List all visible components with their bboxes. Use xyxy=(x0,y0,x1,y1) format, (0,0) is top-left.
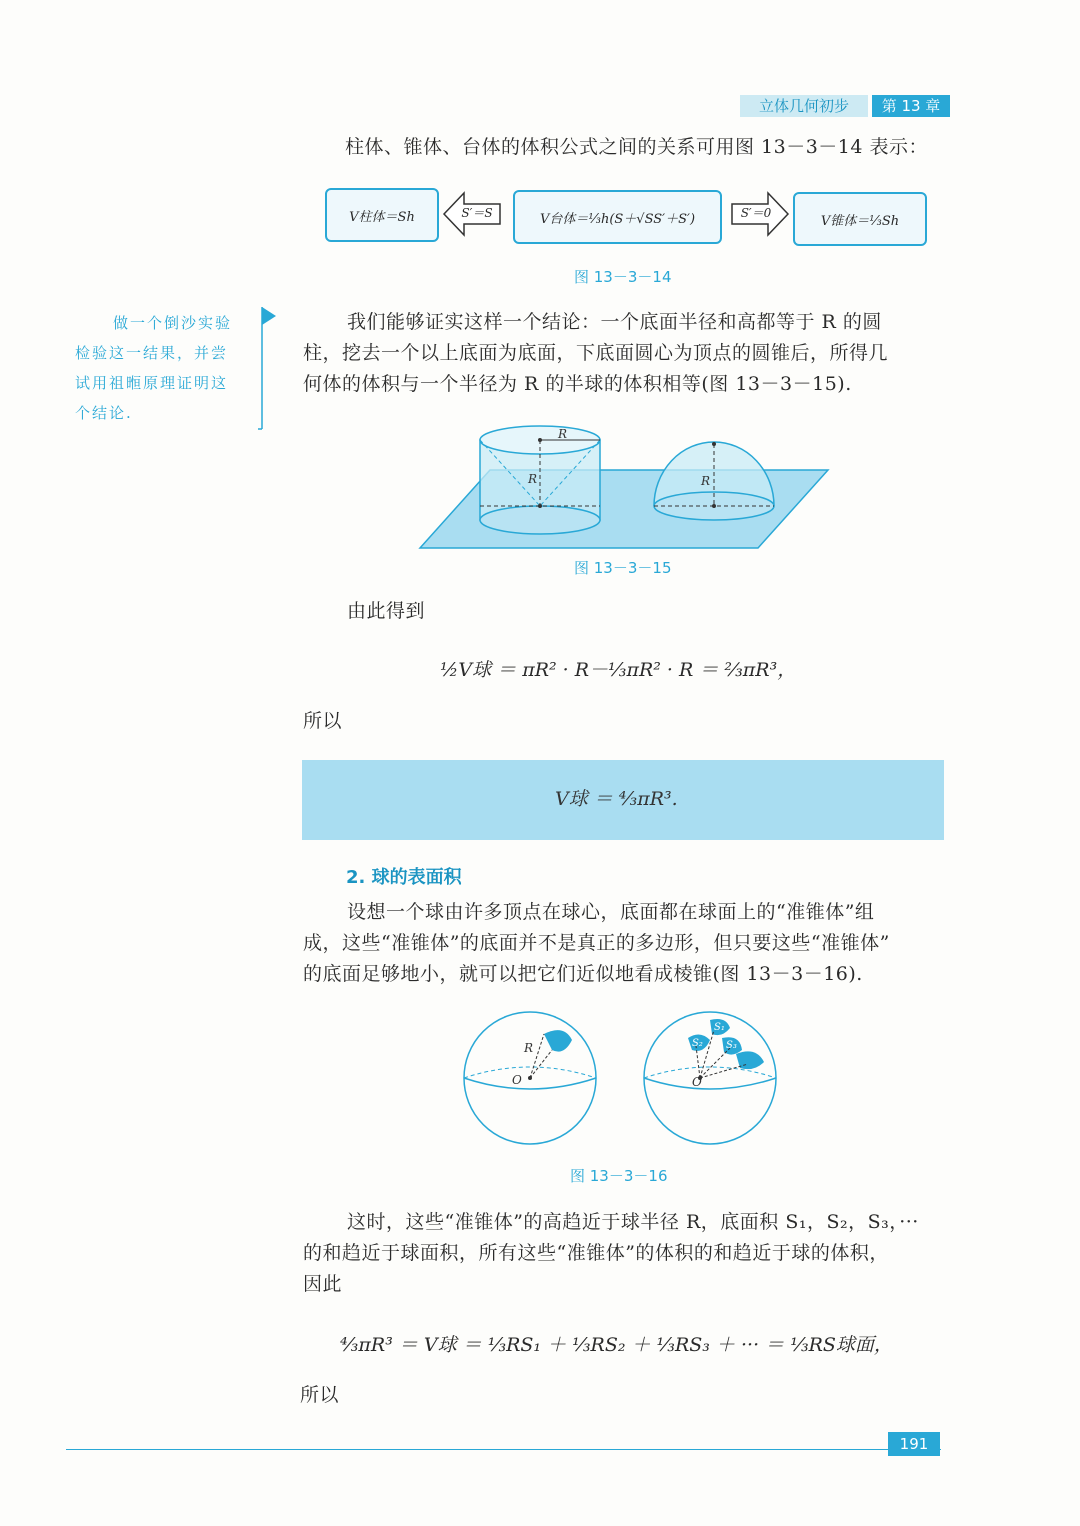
paragraph-line: 这时，这些“准锥体”的高趋近于球半径 R，底面积 S₁，S₂，S₃，··· xyxy=(347,1211,919,1233)
paragraph-line: 设想一个球由许多顶点在球心，底面都在球面上的“准锥体”组 xyxy=(347,901,875,923)
side-note xyxy=(75,308,257,428)
figure-spheres xyxy=(460,1010,780,1150)
paragraph-2 xyxy=(303,897,963,990)
paragraph-line: 因此 xyxy=(303,1273,343,1295)
paragraph-3 xyxy=(303,1207,963,1300)
label-r: R xyxy=(524,1041,534,1055)
formula-box-prism: V柱体＝Sh xyxy=(325,188,439,242)
page-number: 191 xyxy=(888,1432,940,1456)
text-suoyi-2: 所以 xyxy=(300,1384,340,1406)
formula-box-frustum: V台体＝⅓h(S＋√SS′＋S′) xyxy=(513,190,722,244)
formula-sphere-volume: V球 ＝ ⁴⁄₃πR³. xyxy=(555,788,678,810)
figure-caption-14: 图 13－3－14 xyxy=(574,268,672,286)
formula-box-cone: V锥体＝⅓Sh xyxy=(793,192,927,246)
intro-text: 柱体、锥体、台体的体积公式之间的关系可用图 13－3－14 表示： xyxy=(345,136,929,158)
chapter-header xyxy=(740,95,950,117)
formula-hemisphere-volume: ½V球 ＝ πR² · R－⅓πR² · R ＝ ⅔πR³， xyxy=(440,659,797,681)
side-note-line: 检验这一结果，并尝 xyxy=(75,344,229,362)
label-s3: S₃ xyxy=(726,1040,737,1051)
paragraph-1 xyxy=(303,307,963,400)
side-note-line: 做一个倒沙实验 xyxy=(113,314,233,332)
text-youci: 由此得到 xyxy=(347,600,426,622)
figure-caption-16: 图 13－3－16 xyxy=(570,1167,668,1185)
arrow-right-label: S′＝0 xyxy=(740,206,772,220)
header-title: 立体几何初步 xyxy=(740,95,868,117)
figure-caption-15: 图 13－3－15 xyxy=(574,559,672,577)
footer-rule xyxy=(66,1449,941,1450)
side-note-line: 个结论. xyxy=(75,404,133,422)
label-r-cylinder: R xyxy=(528,472,538,486)
header-chapter: 第 13 章 xyxy=(872,95,950,117)
paragraph-line: 何体的体积与一个半径为 R 的半球的体积相等(图 13－3－15). xyxy=(303,373,852,395)
label-s2: S₂ xyxy=(692,1038,703,1049)
label-o-2: O xyxy=(692,1075,702,1089)
section-title: 2. 球的表面积 xyxy=(346,867,462,888)
label-r-hemisphere: R xyxy=(701,474,711,488)
label-s1: S₁ xyxy=(714,1022,725,1033)
text-suoyi-1: 所以 xyxy=(303,710,343,732)
figure-cylinder-hemisphere xyxy=(418,420,830,552)
paragraph-line: 的底面足够地小，就可以把它们近似地看成棱锥(图 13－3－16). xyxy=(303,963,863,985)
label-r-top: R xyxy=(558,427,568,441)
label-o-1: O xyxy=(512,1073,522,1087)
paragraph-line: 我们能够证实这样一个结论：一个底面半径和高都等于 R 的圆 xyxy=(347,311,882,333)
paragraph-line: 成，这些“准锥体”的底面并不是真正的多边形，但只要这些“准锥体” xyxy=(303,932,890,954)
paragraph-line: 柱，挖去一个以上底面为底面，下底面圆心为顶点的圆锥后，所得几 xyxy=(303,342,889,364)
arrow-left-label: S′＝S xyxy=(461,206,493,220)
flag-icon xyxy=(258,305,278,435)
formula-surface-area: ⁴⁄₃πR³ ＝ V球 ＝ ⅓RS₁ ＋ ⅓RS₂ ＋ ⅓RS₃ ＋ ··· ＝ ⅓RS球面， xyxy=(340,1334,893,1356)
paragraph-line: 的和趋近于球面积，所有这些“准锥体”的体积的和趋近于球的体积， xyxy=(303,1242,889,1264)
side-note-line: 试用祖暅原理证明这 xyxy=(75,374,229,392)
